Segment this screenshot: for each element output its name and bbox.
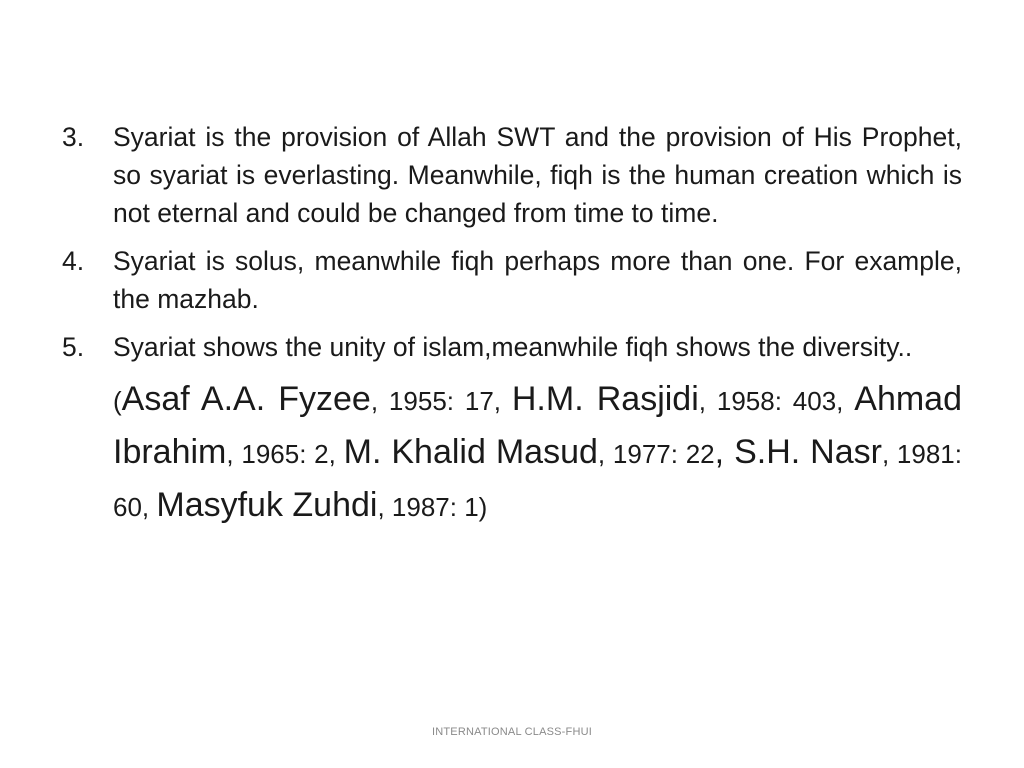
list-number: 4. (62, 246, 85, 276)
list-number: 3. (62, 122, 85, 152)
slide-content (62, 118, 962, 535)
slide-footer: INTERNATIONAL CLASS-FHUI (431, 726, 593, 738)
citation-ref-nasr: , 1981: 60, (113, 439, 962, 522)
citation-ref-ibrahim: , 1965: 2, (226, 439, 344, 469)
list-item-5 (62, 328, 962, 366)
citation-ref-zuhdi: , 1987: 1) (377, 492, 488, 522)
citation-author-ibrahim: Ahmad Ibrahim (113, 380, 962, 471)
list-text: Syariat is the provision of Allah SWT and the provision of His Prophet, so syariat is everlasting. Meanwhile, fiqh is the human creation which is not eternal and could be changed from time to time. (113, 122, 962, 228)
citation-author-zuhdi: Masyfuk Zuhdi (156, 486, 378, 524)
citation-ref-rasjidi: , 1958: 403, (698, 386, 855, 416)
citation-ref-masud: , 1977: 22 (597, 439, 715, 469)
citation-author-masud: M. Khalid Masud (343, 433, 598, 471)
list-text: Syariat shows the unity of islam,meanwhile fiqh shows the diversity.. (113, 332, 913, 362)
citation-author-nasr: , S.H. Nasr (714, 433, 882, 471)
citation-open: ( (113, 386, 122, 416)
citation-author-fyzee: Asaf A.A. Fyzee (121, 380, 371, 418)
citation-ref-fyzee: , 1955: 17, (370, 386, 512, 416)
list-text: Syariat is solus, meanwhile fiqh perhaps more than one. For example, the mazhab. (113, 246, 962, 314)
citation-author-rasjidi: H.M. Rasjidi (511, 380, 699, 418)
list-item-3 (62, 118, 962, 232)
list-item-4 (62, 242, 962, 318)
list-number: 5. (62, 332, 85, 362)
citation (62, 376, 962, 535)
